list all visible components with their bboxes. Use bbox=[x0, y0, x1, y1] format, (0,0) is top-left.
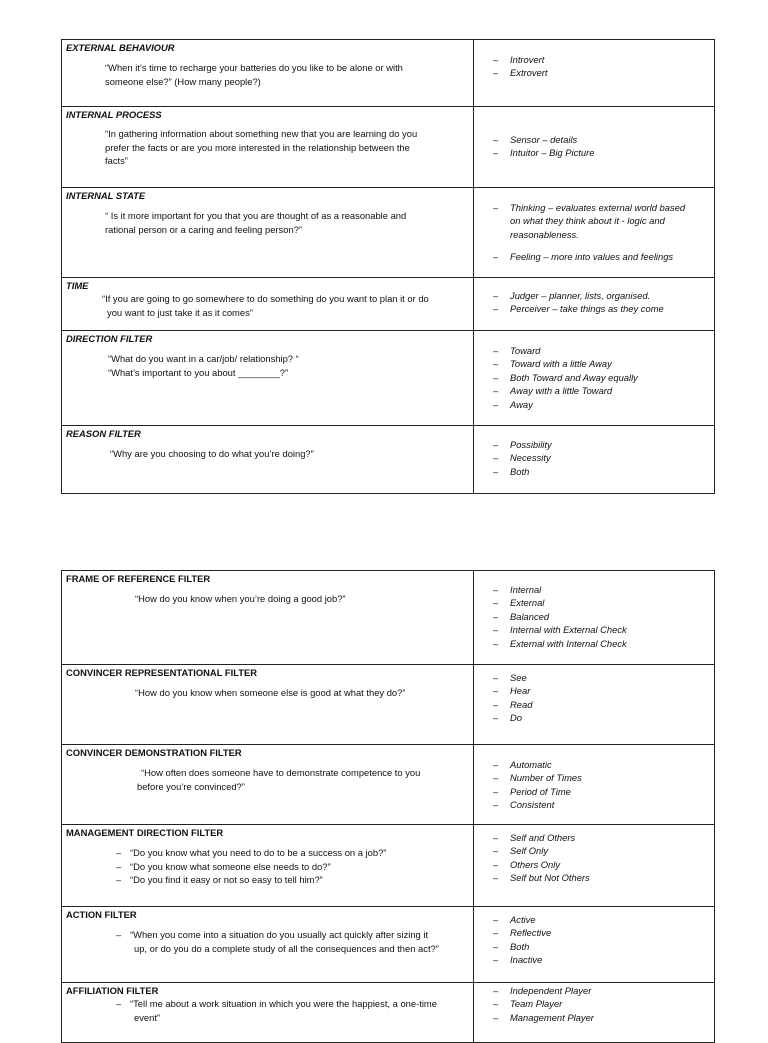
question-line: up, or do you do a complete study of all the consequences and then act?” bbox=[134, 942, 439, 954]
question-line: “How often does someone have to demonstrate competence to you bbox=[141, 767, 421, 779]
table-row bbox=[62, 907, 715, 983]
list-item: – Sensor – details bbox=[474, 133, 714, 146]
list-item: – External bbox=[474, 596, 714, 609]
question-line: before you’re convinced?” bbox=[137, 780, 245, 792]
table-row bbox=[62, 331, 715, 426]
options-cell bbox=[474, 571, 715, 665]
list-item: – Toward with a little Away bbox=[474, 357, 714, 370]
section-heading: INTERNAL PROCESS bbox=[66, 109, 162, 120]
option-line: on what they think about it - logic and bbox=[510, 215, 665, 227]
section-heading: CONVINCER DEMONSTRATION FILTER bbox=[66, 747, 242, 758]
list-item: – Introvert bbox=[474, 53, 714, 66]
question-line: “If you are going to go somewhere to do something do you want to plan it or do bbox=[102, 293, 429, 305]
question-line: – “When you come into a situation do you usually act quickly after sizing it bbox=[130, 929, 429, 941]
list-item: – Inactive bbox=[474, 953, 714, 966]
question-cell bbox=[62, 40, 474, 107]
list-item bbox=[474, 201, 714, 241]
section-heading: MANAGEMENT DIRECTION FILTER bbox=[66, 827, 224, 838]
list-item: – Hear bbox=[474, 684, 714, 697]
list-item: – Reflective bbox=[474, 926, 714, 939]
list-item: – Internal bbox=[474, 583, 714, 596]
options-cell bbox=[474, 825, 715, 907]
question-item: – “Do you know what someone else needs to do?” bbox=[62, 860, 473, 873]
question-cell bbox=[62, 983, 474, 1043]
list-item: – Consistent bbox=[474, 798, 714, 811]
list-item: – Team Player bbox=[474, 997, 714, 1010]
list-item: – Balanced bbox=[474, 610, 714, 623]
question-line: you want to just take it as it comes” bbox=[107, 306, 253, 318]
question-cell bbox=[62, 426, 474, 494]
section-heading: DIRECTION FILTER bbox=[66, 333, 153, 344]
options-cell bbox=[474, 278, 715, 331]
question-cell bbox=[62, 278, 474, 331]
options-cell bbox=[474, 40, 715, 107]
list-item: – Independent Player bbox=[474, 984, 714, 997]
question-line: facts” bbox=[105, 155, 128, 167]
question-cell bbox=[62, 825, 474, 907]
metaprogram-table-2 bbox=[61, 570, 715, 1043]
list-item: – Both bbox=[474, 465, 714, 478]
question-line: someone else?” (How many people?) bbox=[105, 75, 261, 87]
options-cell bbox=[474, 745, 715, 825]
question-cell bbox=[62, 107, 474, 188]
section-heading: CONVINCER REPRESENTATIONAL FILTER bbox=[66, 667, 257, 678]
question-cell bbox=[62, 331, 474, 426]
question-line: “What’s important to you about ________?” bbox=[108, 366, 289, 378]
question-line: “In gathering information about something new that you are learning do you bbox=[105, 128, 418, 140]
list-item: – Both Toward and Away equally bbox=[474, 371, 714, 384]
list-item: – Self Only bbox=[474, 844, 714, 857]
list-item: – Number of Times bbox=[474, 771, 714, 784]
list-item: – Feeling – more into values and feelings bbox=[474, 250, 714, 263]
list-item: – See bbox=[474, 671, 714, 684]
list-item: – Automatic bbox=[474, 758, 714, 771]
question-cell bbox=[62, 745, 474, 825]
list-item: – Intuitor – Big Picture bbox=[474, 146, 714, 159]
list-item: – Both bbox=[474, 940, 714, 953]
table-row bbox=[62, 825, 715, 907]
section-heading: EXTERNAL BEHAVIOUR bbox=[66, 42, 175, 53]
question-line: “How do you know when someone else is good at what they do?” bbox=[135, 687, 406, 699]
list-item: – Management Player bbox=[474, 1011, 714, 1024]
question-line: “Why are you choosing to do what you’re doing?” bbox=[110, 448, 314, 460]
section-heading: INTERNAL STATE bbox=[66, 190, 146, 201]
question-item bbox=[62, 997, 473, 1024]
list-item: – Do bbox=[474, 711, 714, 724]
question-line: rational person or a caring and feeling person?” bbox=[105, 223, 302, 235]
list-item: – External with Internal Check bbox=[474, 637, 714, 650]
table-row bbox=[62, 40, 715, 107]
question-line: “What do you want in a car/job/ relationship? “ bbox=[108, 353, 299, 365]
table-row bbox=[62, 745, 715, 825]
options-cell bbox=[474, 426, 715, 494]
options-cell bbox=[474, 331, 715, 426]
question-cell bbox=[62, 188, 474, 278]
question-item: – “Do you know what you need to do to be a success on a job?” bbox=[62, 846, 473, 859]
question-line: event” bbox=[134, 1011, 161, 1023]
section-heading: ACTION FILTER bbox=[66, 909, 137, 920]
list-item: – Judger – planner, lists, organised. bbox=[474, 289, 714, 302]
list-item: – Perceiver – take things as they come bbox=[474, 302, 714, 315]
question-line: – “Tell me about a work situation in which you were the happiest, a one-time bbox=[130, 998, 437, 1010]
table-row bbox=[62, 665, 715, 745]
section-heading: TIME bbox=[66, 280, 89, 291]
section-heading: FRAME OF REFERENCE FILTER bbox=[66, 573, 211, 584]
list-item: – Away with a little Toward bbox=[474, 384, 714, 397]
table-row bbox=[62, 278, 715, 331]
list-item: – Self but Not Others bbox=[474, 871, 714, 884]
option-line: reasonableness. bbox=[510, 228, 579, 240]
section-heading: REASON FILTER bbox=[66, 428, 141, 439]
list-item: – Toward bbox=[474, 344, 714, 357]
section-heading: AFFILIATION FILTER bbox=[66, 985, 159, 996]
options-cell bbox=[474, 983, 715, 1043]
option-line: – Thinking – evaluates external world based bbox=[510, 202, 686, 213]
question-item bbox=[62, 928, 473, 955]
list-item: – Self and Others bbox=[474, 831, 714, 844]
options-cell bbox=[474, 665, 715, 745]
list-item: – Away bbox=[474, 398, 714, 411]
question-line: “How do you know when you’re doing a good job?” bbox=[135, 593, 346, 605]
question-line: prefer the facts or are you more interested in the relationship between the bbox=[105, 141, 410, 153]
options-cell bbox=[474, 188, 715, 278]
list-item: – Necessity bbox=[474, 451, 714, 464]
list-item: – Read bbox=[474, 698, 714, 711]
question-line: “When it’s time to recharge your batteries do you like to be alone or with bbox=[105, 62, 403, 74]
list-item: – Period of Time bbox=[474, 785, 714, 798]
table-row bbox=[62, 571, 715, 665]
options-cell bbox=[474, 907, 715, 983]
list-item: – Active bbox=[474, 913, 714, 926]
metaprogram-table-1 bbox=[61, 39, 715, 494]
list-item: – Extrovert bbox=[474, 66, 714, 79]
list-item: – Possibility bbox=[474, 438, 714, 451]
question-line: “ Is it more important for you that you are thought of as a reasonable and bbox=[105, 210, 407, 222]
list-item: – Internal with External Check bbox=[474, 623, 714, 636]
question-item: – “Do you find it easy or not so easy to tell him?” bbox=[62, 873, 473, 886]
table-row bbox=[62, 107, 715, 188]
table-row bbox=[62, 983, 715, 1043]
table-row bbox=[62, 426, 715, 494]
question-cell bbox=[62, 907, 474, 983]
question-cell bbox=[62, 665, 474, 745]
options-cell bbox=[474, 107, 715, 188]
question-cell bbox=[62, 571, 474, 665]
table-row bbox=[62, 188, 715, 278]
list-item: – Others Only bbox=[474, 858, 714, 871]
